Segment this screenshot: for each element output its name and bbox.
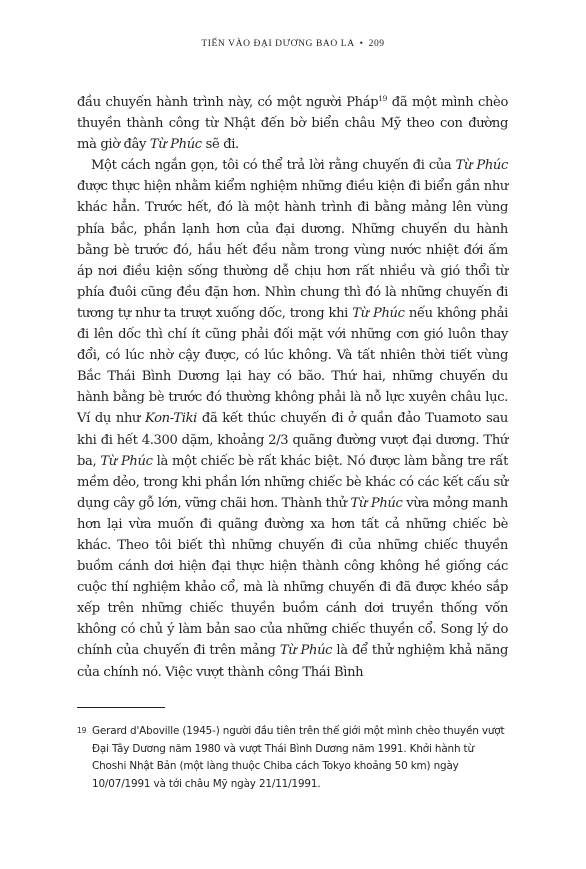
footnote-reference[interactable]: 19 bbox=[378, 94, 388, 103]
text-run: nếu không phải đi lên dốc thì chí ít cũng phải đối mặt với những cơn gió luôn thay đổi, có lúc nhờ cậy được, có lúc không. Và tất nhiên thời tiết vùng Bắc Thái Bình Dương lại hay có bão. Thứ hai, những chuyến du hành bằng bè trước đó thường không phải là nỗ lực xuyên châu lục. Ví dụ như bbox=[77, 305, 508, 427]
running-header bbox=[0, 39, 586, 49]
text-run: vừa mỏng manh hơn lại vừa muốn đi quãng đường xa hơn tất cả những chiếc bè khác. Theo tôi biết thì những chuyến đi của những chiếc thuyền buồm cánh dơi hiện đại thực hiện thành công không hề giống các cuộc thí nghiệm khảo cổ, mà là những chuyến đi đã được khéo sắp xếp trên những chiếc thuyền buồm cánh dơi truyền thống vốn không có chủ ý làm bản sao của những chiếc thuyền cổ. Song lý do chính của chuyến đi trên mảng bbox=[77, 495, 508, 659]
text-run: sẽ đi. bbox=[201, 137, 239, 153]
text-run: là để thử nghiệm khả năng của chính nó. Việc vượt thành công Thái Bình bbox=[77, 643, 509, 680]
text-run: Một cách ngắn gọn, tôi có thể trả lời rằng chuyến đi của bbox=[91, 158, 456, 174]
text-run: được thực hiện nhằm kiểm nghiệm những điều kiện đi biển gần như khác hẳn. Trước hết, đó là một hành trình đi bằng mảng lên vùng phía bắc, phần lạnh hơn của đại dương. Những chuyến du hành bằng bè trước đó, hầu hết đều nằm trong vùng nước nhiệt đới ấm áp nơi điều kiện sống thường dễ chịu hơn rất nhiều và gió thổi từ phía đuôi cũng đều đặn hơn. Nhìn chung thì đó là những chuyến đi tương tự như ta trượt xuống dốc, trong khi bbox=[77, 179, 508, 321]
raft-name: Kon-Tiki bbox=[145, 411, 197, 427]
raft-name: Từ Phúc bbox=[352, 305, 405, 321]
raft-name: Từ Phúc bbox=[279, 643, 333, 659]
footnote-mark: 19 bbox=[77, 726, 87, 735]
footnote bbox=[77, 723, 508, 793]
text-run: là một chiếc bè rất khác biệt. Nó được làm bằng tre rất mềm dẻo, trong khi phần lớn những chiếc bè khác có các kết cấu sử dụng cây gỗ lớn, vững chãi hơn. Thành thử bbox=[77, 453, 508, 511]
text-run: đã một mình chèo thuyền thành công từ Nhật đến bờ biển châu Mỹ theo con đường mà giờ đây bbox=[77, 95, 508, 153]
header-separator: • bbox=[359, 39, 364, 49]
running-title: TIẾN VÀO ĐẠI DƯƠNG BAO LA bbox=[201, 39, 355, 49]
paragraph-continuation bbox=[77, 92, 508, 155]
raft-name: Từ Phúc bbox=[100, 453, 153, 469]
raft-name: Từ Phúc bbox=[455, 158, 508, 174]
text-run: đầu chuyến hành trình này, có một người Pháp bbox=[77, 95, 379, 110]
footnote-divider bbox=[77, 707, 165, 708]
footnote-text: Gerard d'Aboville (1945-) người đầu tiên trên thế giới một mình chèo thuyền vượt Đại Tây Dương năm 1980 và vượt Thái Bình Dương năm 1991. Khởi hành từ Choshi Nhật Bản (một làng thuộc Chiba cách Tokyo khoảng 50 km) ngày 10/07/1991 và tới châu Mỹ ngày 21/11/1991. bbox=[92, 725, 505, 790]
paragraph-main bbox=[77, 155, 508, 682]
raft-name: Từ Phúc bbox=[350, 495, 403, 511]
body-text bbox=[77, 92, 508, 683]
text-run: đã kết thúc chuyến đi ở quần đảo Tuamoto sau khi đi hết 4.300 dặm, khoảng 2/3 quãng đường vượt đại dương. Thứ ba, bbox=[77, 411, 509, 469]
raft-name: Từ Phúc bbox=[149, 137, 202, 153]
page-number: 209 bbox=[368, 39, 385, 49]
